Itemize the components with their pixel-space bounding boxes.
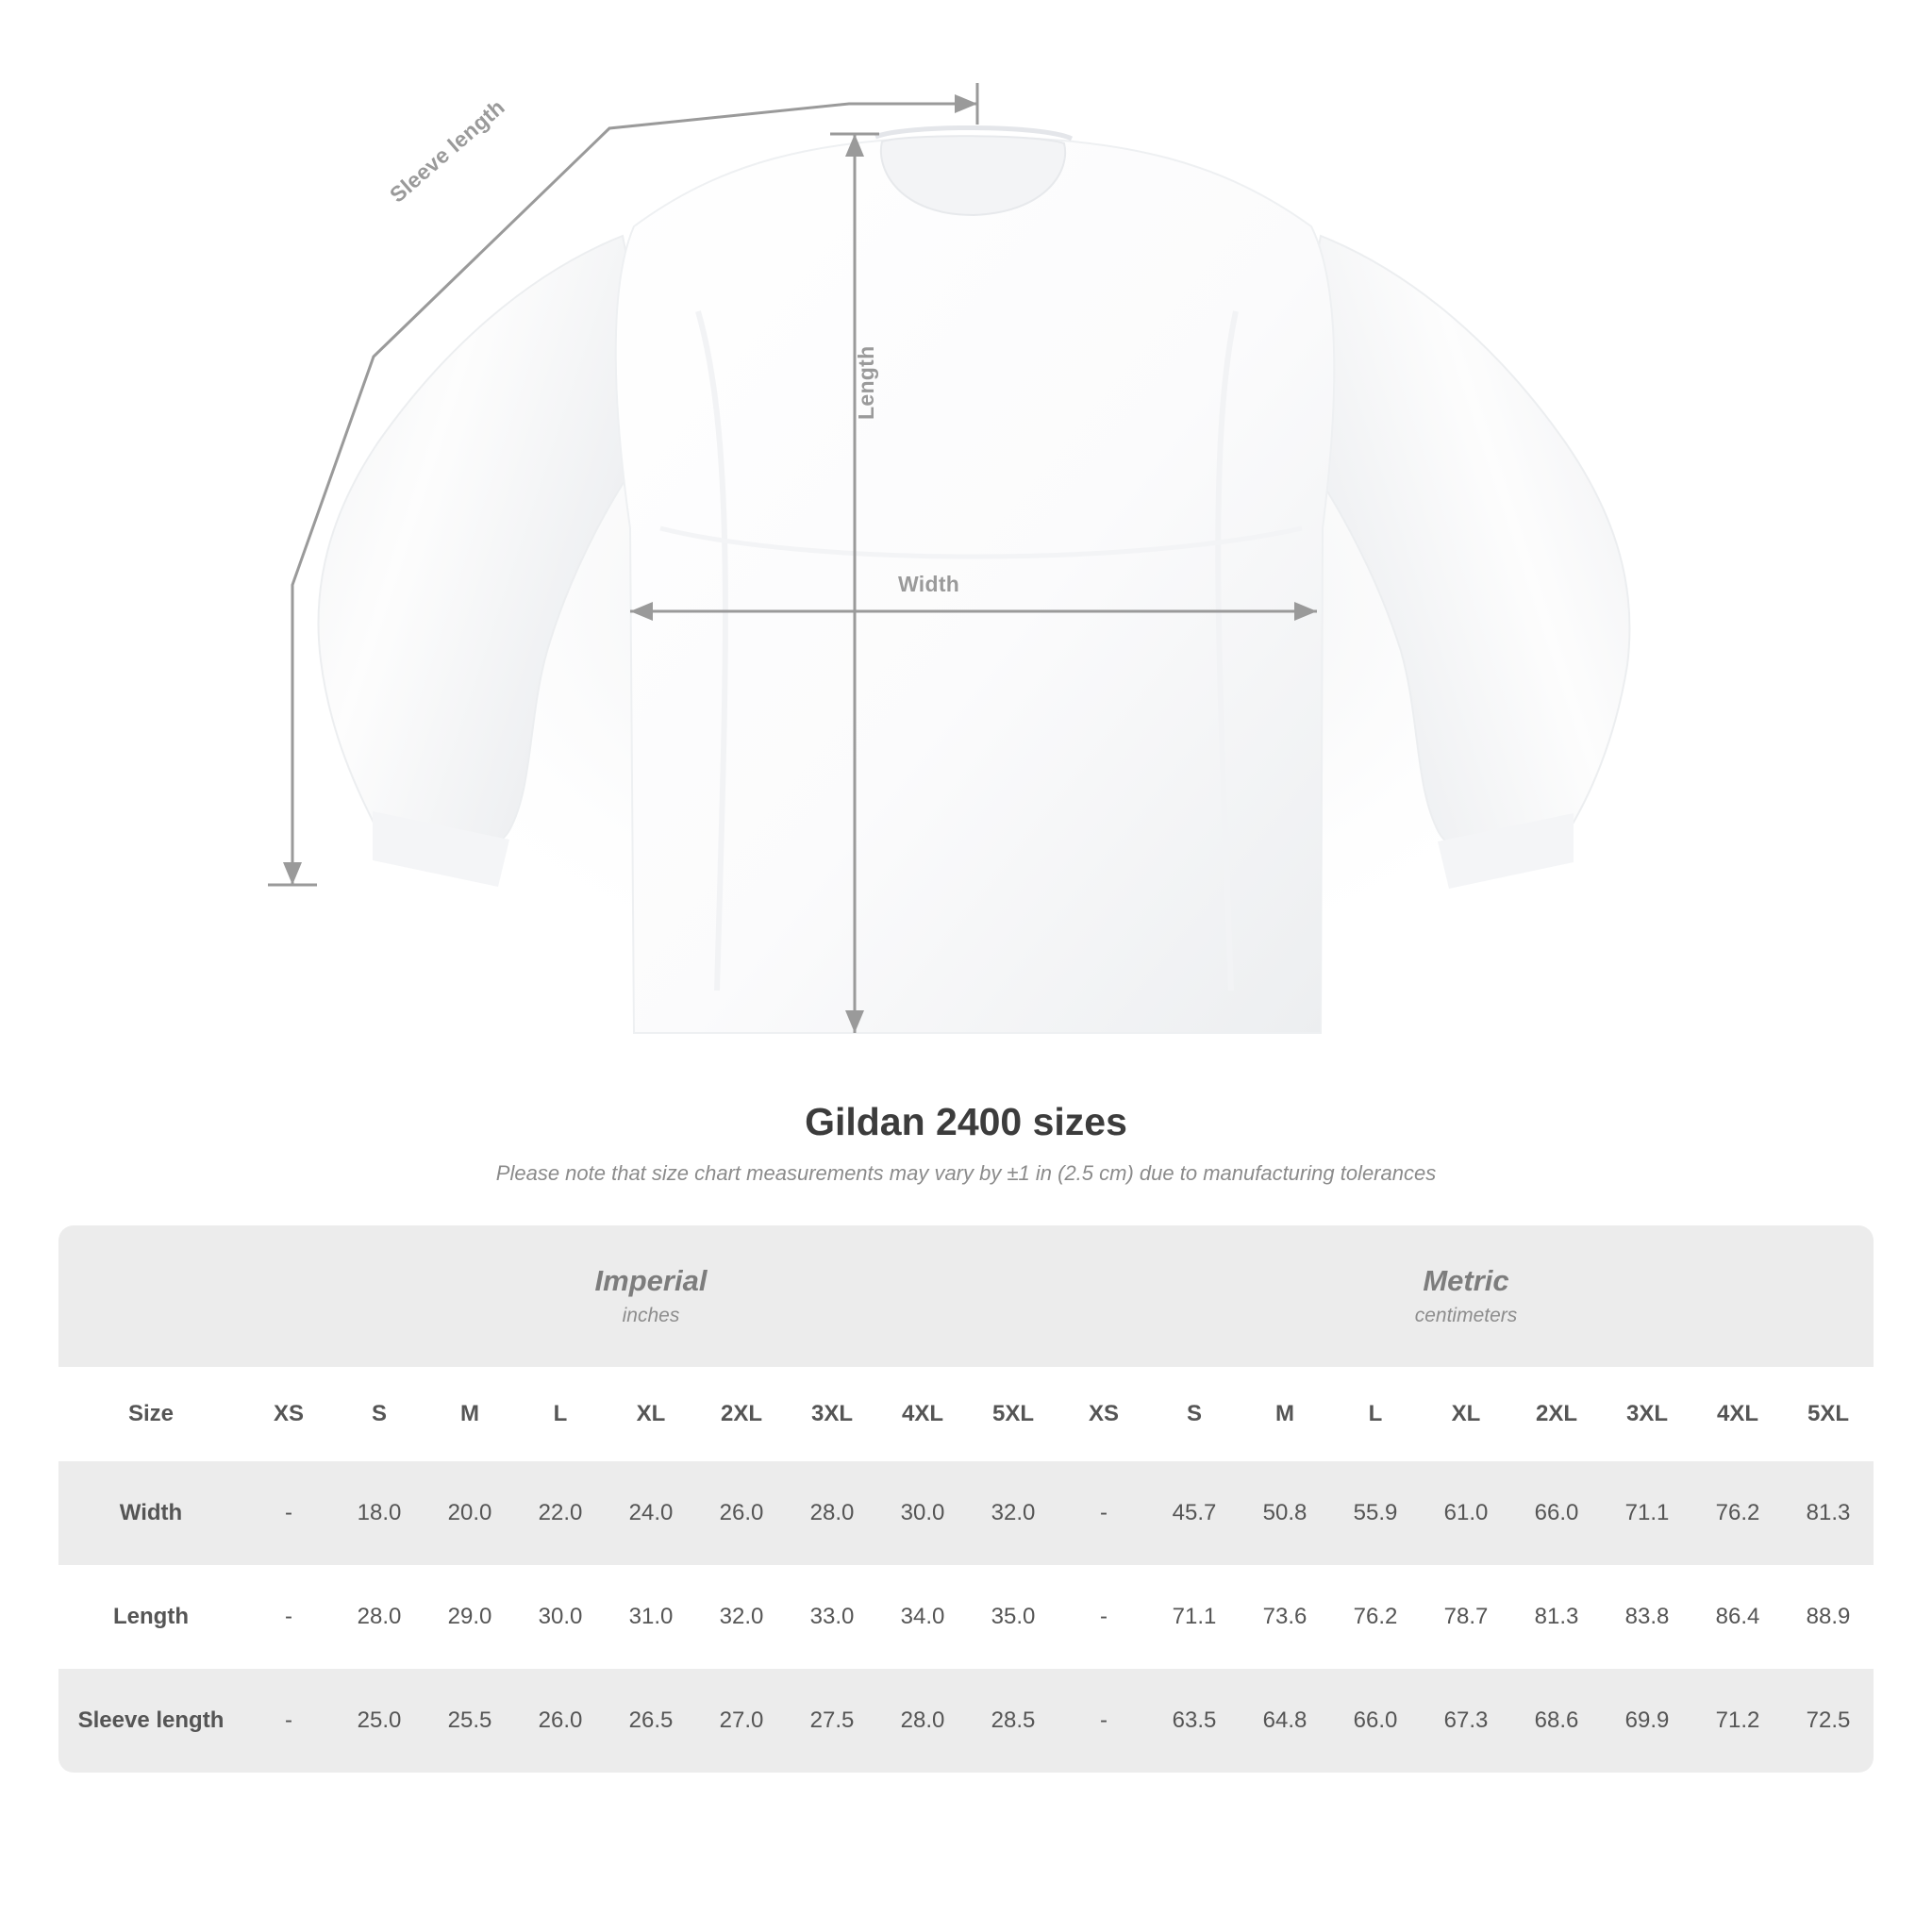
size-col-metric-xs: XS	[1058, 1367, 1149, 1461]
cell-length-imperial-l: 30.0	[515, 1565, 606, 1669]
cell-sleeve-imperial-xs: -	[243, 1669, 334, 1773]
table-row-sleeve-length	[58, 1669, 1874, 1773]
cell-length-imperial-3xl: 33.0	[787, 1565, 877, 1669]
tolerance-note: Please note that size chart measurements may vary by ±1 in (2.5 cm) due to manufacturing tolerances	[495, 1161, 1437, 1185]
cell-width-imperial-xs: -	[243, 1461, 334, 1565]
cell-length-metric-4xl: 86.4	[1692, 1565, 1783, 1669]
cell-width-imperial-s: 18.0	[334, 1461, 425, 1565]
size-col-metric-4xl: 4XL	[1692, 1367, 1783, 1461]
cell-sleeve-metric-4xl: 71.2	[1692, 1669, 1783, 1773]
cell-length-imperial-xl: 31.0	[606, 1565, 696, 1669]
cell-width-metric-xl: 61.0	[1421, 1461, 1511, 1565]
unit-group-metric-sub: centimeters	[1414, 1305, 1518, 1327]
cell-sleeve-metric-s: 63.5	[1149, 1669, 1240, 1773]
size-col-imperial-s: S	[334, 1367, 425, 1461]
cell-length-imperial-m: 29.0	[425, 1565, 515, 1669]
cell-length-metric-5xl: 88.9	[1783, 1565, 1874, 1669]
size-col-imperial-xl: XL	[606, 1367, 696, 1461]
size-col-imperial-4xl: 4XL	[877, 1367, 968, 1461]
size-col-imperial-2xl: 2XL	[696, 1367, 787, 1461]
row-label-length: Length	[58, 1565, 243, 1669]
cell-sleeve-metric-xs: -	[1058, 1669, 1149, 1773]
cell-length-metric-l: 76.2	[1330, 1565, 1421, 1669]
cell-length-metric-m: 73.6	[1240, 1565, 1330, 1669]
length-dimension-label: Length	[854, 345, 878, 420]
cell-width-imperial-l: 22.0	[515, 1461, 606, 1565]
unit-header-row	[58, 1225, 1874, 1367]
table-corner-cell	[58, 1225, 243, 1367]
cell-width-metric-m: 50.8	[1240, 1461, 1330, 1565]
cell-sleeve-imperial-5xl: 28.5	[968, 1669, 1058, 1773]
size-col-metric-xl: XL	[1421, 1367, 1511, 1461]
cell-length-imperial-5xl: 35.0	[968, 1565, 1058, 1669]
size-header-label: Size	[58, 1367, 243, 1461]
cell-length-metric-3xl: 83.8	[1602, 1565, 1692, 1669]
cell-width-imperial-xl: 24.0	[606, 1461, 696, 1565]
unit-group-imperial-sub: inches	[622, 1305, 680, 1327]
row-label-sleeve-length: Sleeve length	[58, 1669, 243, 1773]
cell-length-imperial-xs: -	[243, 1565, 334, 1669]
cell-width-imperial-m: 20.0	[425, 1461, 515, 1565]
size-header-row	[58, 1367, 1874, 1461]
cell-length-metric-2xl: 81.3	[1511, 1565, 1602, 1669]
cell-width-metric-4xl: 76.2	[1692, 1461, 1783, 1565]
cell-sleeve-metric-3xl: 69.9	[1602, 1669, 1692, 1773]
cell-width-metric-3xl: 71.1	[1602, 1461, 1692, 1565]
cell-sleeve-metric-xl: 67.3	[1421, 1669, 1511, 1773]
page-title: Gildan 2400 sizes	[805, 1100, 1127, 1143]
size-col-metric-5xl: 5XL	[1783, 1367, 1874, 1461]
size-col-imperial-l: L	[515, 1367, 606, 1461]
cell-sleeve-metric-5xl: 72.5	[1783, 1669, 1874, 1773]
size-col-metric-2xl: 2XL	[1511, 1367, 1602, 1461]
cell-sleeve-metric-l: 66.0	[1330, 1669, 1421, 1773]
sleeve-length-dimension-label: Sleeve length	[385, 94, 509, 208]
cell-length-metric-xs: -	[1058, 1565, 1149, 1669]
cell-width-metric-2xl: 66.0	[1511, 1461, 1602, 1565]
cell-sleeve-imperial-2xl: 27.0	[696, 1669, 787, 1773]
size-table-container	[58, 1225, 1874, 1773]
cell-width-metric-5xl: 81.3	[1783, 1461, 1874, 1565]
row-label-width: Width	[58, 1461, 243, 1565]
cell-length-metric-xl: 78.7	[1421, 1565, 1511, 1669]
cell-length-imperial-s: 28.0	[334, 1565, 425, 1669]
title-block	[0, 1100, 1932, 1186]
cell-sleeve-imperial-xl: 26.5	[606, 1669, 696, 1773]
cell-sleeve-metric-m: 64.8	[1240, 1669, 1330, 1773]
cell-sleeve-imperial-s: 25.0	[334, 1669, 425, 1773]
size-col-metric-3xl: 3XL	[1602, 1367, 1692, 1461]
size-col-imperial-5xl: 5XL	[968, 1367, 1058, 1461]
table-row-width	[58, 1461, 1874, 1565]
cell-width-imperial-2xl: 26.0	[696, 1461, 787, 1565]
size-col-metric-m: M	[1240, 1367, 1330, 1461]
cell-width-imperial-3xl: 28.0	[787, 1461, 877, 1565]
size-col-metric-l: L	[1330, 1367, 1421, 1461]
cell-width-imperial-5xl: 32.0	[968, 1461, 1058, 1565]
cell-sleeve-imperial-4xl: 28.0	[877, 1669, 968, 1773]
cell-sleeve-metric-2xl: 68.6	[1511, 1669, 1602, 1773]
unit-group-metric	[1058, 1225, 1874, 1367]
cell-width-metric-l: 55.9	[1330, 1461, 1421, 1565]
size-col-imperial-3xl: 3XL	[787, 1367, 877, 1461]
cell-length-metric-s: 71.1	[1149, 1565, 1240, 1669]
cell-sleeve-imperial-m: 25.5	[425, 1669, 515, 1773]
size-col-imperial-xs: XS	[243, 1367, 334, 1461]
size-table	[58, 1225, 1874, 1773]
cell-length-imperial-4xl: 34.0	[877, 1565, 968, 1669]
size-col-metric-s: S	[1149, 1367, 1240, 1461]
width-dimension-label: Width	[898, 572, 960, 596]
table-row-length	[58, 1565, 1874, 1669]
size-col-imperial-m: M	[425, 1367, 515, 1461]
cell-sleeve-imperial-3xl: 27.5	[787, 1669, 877, 1773]
cell-length-imperial-2xl: 32.0	[696, 1565, 787, 1669]
unit-group-imperial	[243, 1225, 1058, 1367]
cell-sleeve-imperial-l: 26.0	[515, 1669, 606, 1773]
unit-group-metric-name: Metric	[1423, 1264, 1509, 1298]
cell-width-metric-s: 45.7	[1149, 1461, 1240, 1565]
cell-width-metric-xs: -	[1058, 1461, 1149, 1565]
unit-group-imperial-name: Imperial	[594, 1264, 708, 1298]
cell-width-imperial-4xl: 30.0	[877, 1461, 968, 1565]
